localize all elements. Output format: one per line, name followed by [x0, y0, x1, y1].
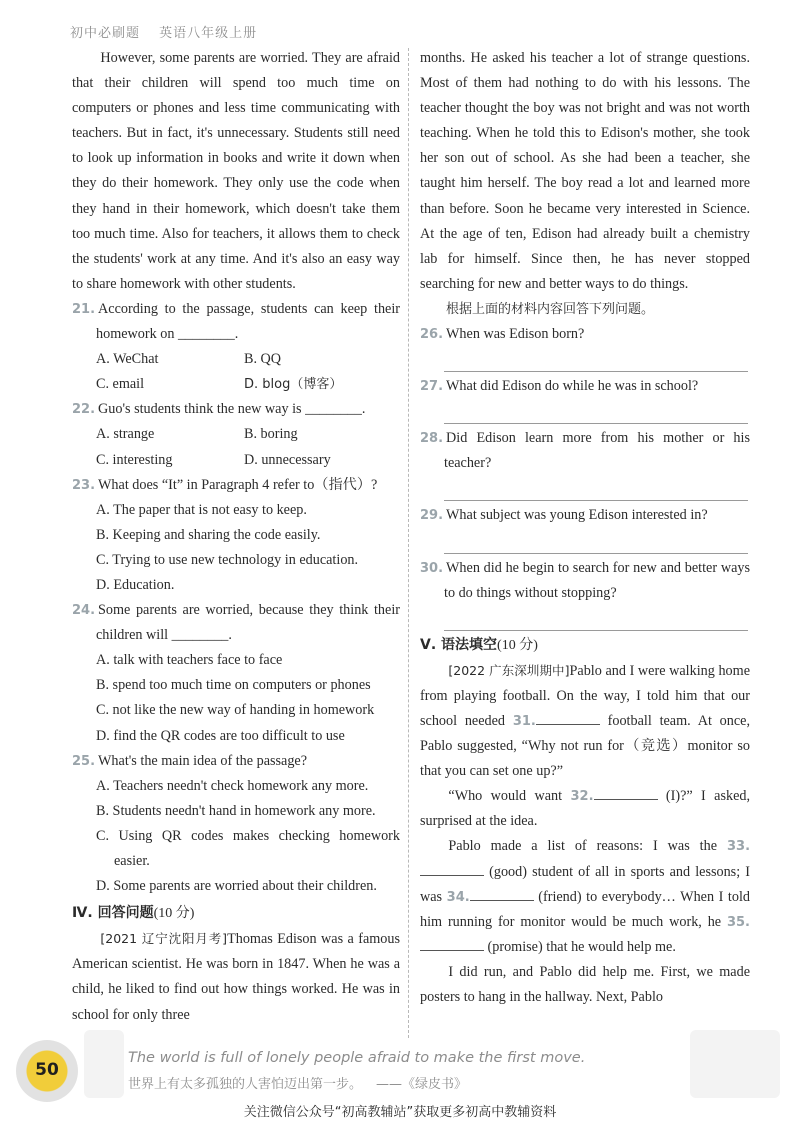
blank-number: 31. [512, 713, 536, 729]
question-number: 24. [72, 603, 96, 619]
grade-title: 英语八年级上册 [159, 26, 258, 41]
passage-paragraph: However, some parents are worried. They are afraid that their children will spend too much time on computers or phones and less time communicating with teachers. But in fact, it's unnecessary. Students still need to look up information in books and write it down when they do their homework. They only use the code when they hand in their homework, which doesn't take them too much time. Also for teachers, it allows them to check the students' work at any time. And it's also an easy way to share homework with other students. [72, 50, 400, 292]
option-a[interactable]: A. Teachers needn't check homework any more. [96, 777, 369, 794]
footer-quote-english: The world is full of lonely people afraid to make the first move. [128, 1050, 586, 1066]
passage-text: Thomas Edison was a famous American scientist. He was born in 1847. When he was a child, he liked to find out how things worked. He was in school for only three [72, 931, 400, 1023]
question-text: What does “It” in Paragraph 4 refer to（指代）? [98, 476, 378, 493]
question-number: 28. [420, 431, 444, 447]
edison-passage-cont: months. He asked his teacher a lot of strange questions. Most of them had nothing to do with his lessons. The teacher thought the boy was not bright and was not worth teaching. When he told this to Edison's mother, she took her son out of school. As she had been a teacher, she taught him herself. The boy read a lot and learned more than before. Soon he became very interested in Science. At the age of ten, Edison had already built a chemistry lab for himself. Since then, he has never stopped searching for new and better ways to do things. [420, 50, 750, 292]
question-number: 21. [72, 301, 96, 317]
question-28 [420, 426, 750, 476]
grammar-paragraph-3: Pablo made a list of reasons: I was the 33. (good) student of all in sports and lessons; I was 34. (friend) to everybody… When I told him running for monitor would be much work, he 35. (promise) that he would help me. [420, 838, 751, 955]
question-21 [72, 297, 400, 347]
source-tag: [2022 广东深圳期中] [448, 662, 570, 678]
column-divider [408, 48, 409, 1038]
question-number: 25. [72, 753, 96, 769]
section-points: (10 分) [153, 906, 195, 922]
blank-number: 32. [570, 789, 594, 805]
option-c[interactable]: C. not like the new way of handing in homework [96, 702, 375, 719]
section-points: (10 分) [497, 637, 538, 653]
question-text: According to the passage, students can keep their homework on ________. [96, 300, 400, 343]
grammar-paragraph-4: I did run, and Pablo did help me. First, we made posters to hang in the hallway. Next, Pablo [420, 963, 750, 1005]
page-header [70, 22, 271, 41]
option-a[interactable]: A. strange [96, 426, 155, 443]
section-5-title: Ⅴ. 语法填空(10 分) [420, 636, 538, 653]
fill-blank[interactable] [594, 785, 658, 800]
blank-number: 34. [446, 889, 470, 905]
option-d[interactable]: D. blog（博客） [244, 377, 343, 393]
option-a[interactable]: A. talk with teachers face to face [96, 652, 283, 669]
footer-note: 关注微信公众号“初高教辅站”获取更多初高中教辅资料 [243, 1105, 557, 1120]
question-text: Some parents are worried, because they think their children will ________. [96, 602, 400, 644]
answer-line[interactable] [444, 606, 748, 631]
option-c[interactable]: C. interesting [96, 451, 173, 468]
options-row [72, 448, 400, 473]
options-row [72, 347, 400, 372]
question-29 [420, 503, 750, 528]
blank-number: 33. [726, 839, 751, 855]
answer-line[interactable] [444, 347, 748, 372]
fill-blank[interactable] [420, 936, 484, 951]
blank-number: 35. [726, 914, 750, 930]
option-c[interactable]: C. email [96, 376, 145, 393]
option-d[interactable]: D. Some parents are worried about their children. [96, 878, 377, 895]
option-b[interactable]: B. Students needn't hand in homework any more. [96, 802, 376, 819]
edison-passage-start [72, 926, 400, 1027]
question-22 [72, 397, 400, 422]
option-a[interactable]: A. WeChat [96, 351, 159, 368]
option-d[interactable]: D. Education. [96, 576, 175, 593]
page-number: 50 [35, 1060, 59, 1080]
option-c[interactable]: C. Using QR codes makes checking homework easier. [96, 827, 400, 869]
option-b[interactable]: B. QQ [244, 351, 282, 368]
option-b[interactable]: B. boring [244, 426, 298, 443]
option-b[interactable]: B. Keeping and sharing the code easily. [96, 526, 321, 543]
question-24 [72, 598, 400, 648]
section-4-title: Ⅳ. 回答问题(10 分) [72, 905, 195, 922]
question-text: What's the main idea of the passage? [98, 752, 308, 769]
question-23 [72, 473, 400, 498]
lighthouse-decoration [84, 1030, 124, 1098]
question-26 [420, 322, 750, 347]
section-instruction: 根据上面的材料内容回答下列问题。 [446, 301, 655, 317]
question-text: When was Edison born? [446, 326, 585, 343]
question-number: 30. [420, 560, 444, 576]
footer-quote-chinese: 世界上有太多孤独的人害怕迈出第一步。 ——《绿皮书》 [128, 1077, 468, 1092]
question-text: When did he begin to search for new and better ways to do things without stopping? [444, 559, 750, 601]
question-text: What subject was young Edison interested in? [446, 507, 708, 524]
question-text: Guo's students think the new way is ________. [98, 401, 366, 418]
option-d[interactable]: D. find the QR codes are too difficult to use [96, 727, 345, 744]
fill-blank[interactable] [420, 861, 484, 876]
quote-credit: ——《绿皮书》 [376, 1077, 468, 1092]
corner-decoration [690, 1030, 780, 1098]
question-number: 26. [420, 327, 444, 343]
answer-line[interactable] [444, 399, 748, 424]
question-25 [72, 749, 400, 774]
question-text: What did Edison do while he was in school? [446, 378, 699, 395]
option-a[interactable]: A. The paper that is not easy to keep. [96, 501, 307, 518]
options-row [72, 372, 400, 397]
right-column [420, 46, 750, 1010]
question-number: 22. [72, 402, 96, 418]
book-title: 初中必刷题 [70, 26, 141, 41]
grammar-paragraph-2: “Who would want 32. (I)?” I asked, surprised at the idea. [420, 784, 750, 834]
option-d[interactable]: D. unnecessary [244, 451, 331, 468]
fill-blank[interactable] [470, 886, 534, 901]
option-c[interactable]: C. Trying to use new technology in education. [96, 551, 359, 568]
option-b[interactable]: B. spend too much time on computers or phones [96, 677, 371, 694]
left-column [72, 46, 400, 1028]
question-text: Did Edison learn more from his mother or his teacher? [444, 430, 750, 472]
fill-blank[interactable] [536, 710, 600, 725]
question-number: 27. [420, 379, 444, 395]
page-number-badge [16, 1040, 78, 1102]
question-number: 29. [420, 508, 444, 524]
grammar-paragraph-1: [2022 广东深圳期中]Pablo and I were walking home from playing football. On the way, I told him that our school needed 31. football team. At once, Pablo suggested, “Why not run for（竞选）monitor so that you can set one up?” [420, 662, 751, 780]
question-27 [420, 374, 750, 399]
answer-line[interactable] [444, 529, 748, 554]
answer-line[interactable] [444, 476, 748, 501]
question-number: 23. [72, 477, 96, 493]
source-tag: [2021 辽宁沈阳月考] [100, 931, 228, 947]
options-row [72, 422, 400, 447]
question-30 [420, 556, 750, 606]
